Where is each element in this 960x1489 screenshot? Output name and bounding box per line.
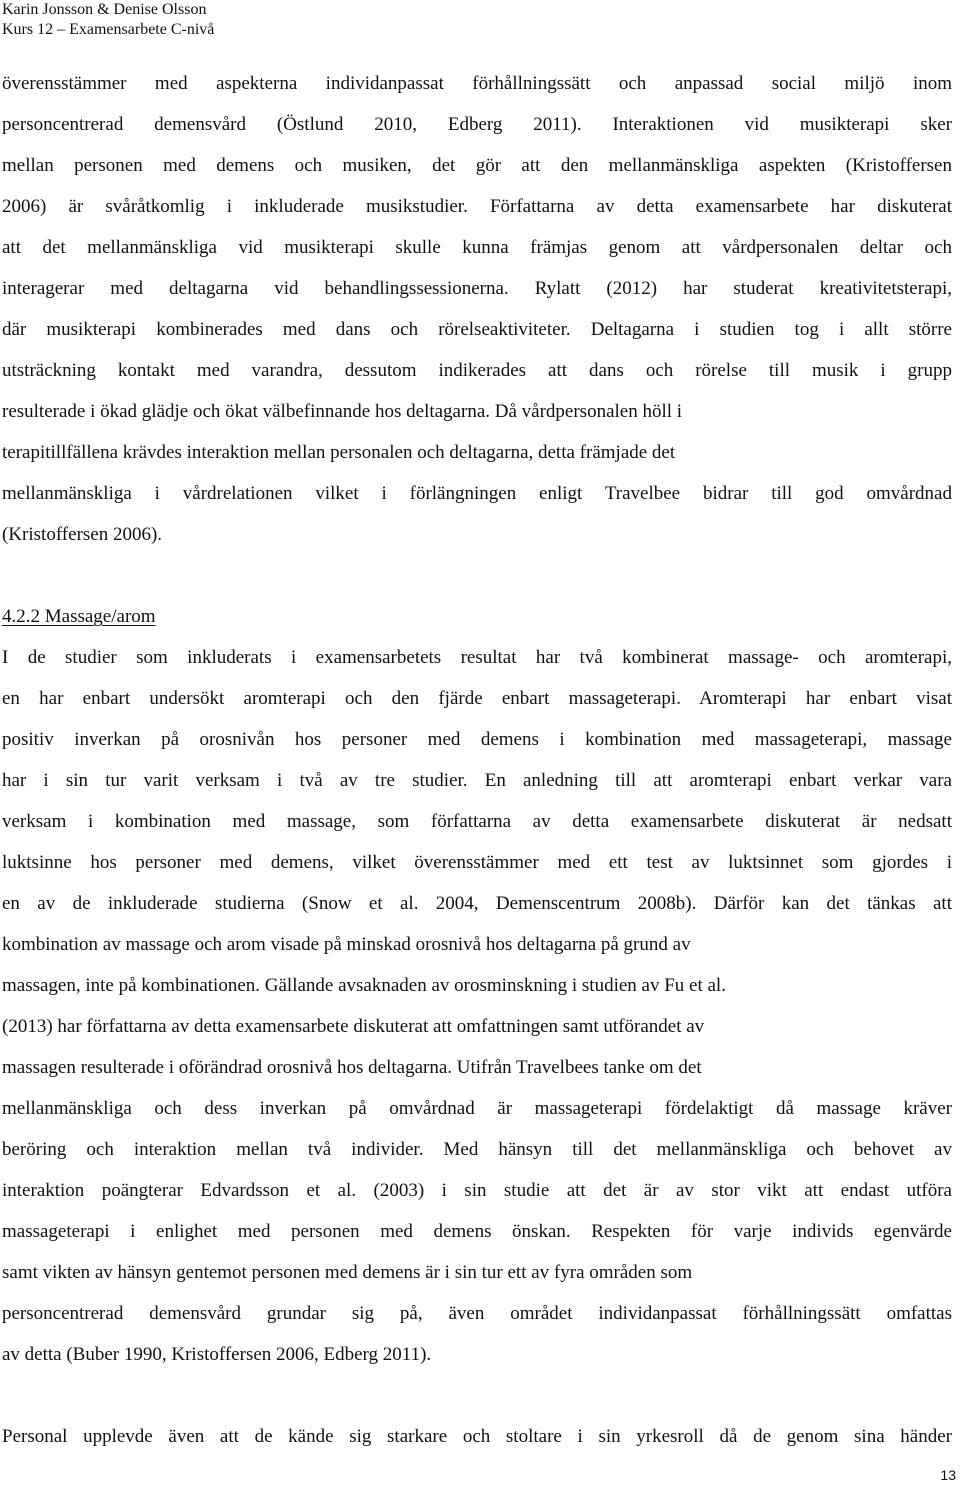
paragraph-line: personcentrerad demensvård grundar sig på, även området individanpassat förhållningssätt omfattas (2, 1303, 952, 1324)
paragraph-line: kombination av massage och arom visade på minskad orosnivå hos deltagarna på grund av (2, 934, 691, 955)
paragraph-line: har i sin tur varit verksam i två av tre studier. En anledning till att aromterapi enbart verkar vara (2, 770, 952, 791)
paragraph-line: mellanmänskliga i vårdrelationen vilket i förlängningen enligt Travelbee bidrar till god omvårdnad (2, 483, 952, 504)
paragraph-line: massagen, inte på kombinationen. Gällande avsaknaden av orosminskning i studien av Fu et al. (2, 975, 726, 996)
paragraph-line: resulterade i ökad glädje och ökat välbefinnande hos deltagarna. Då vårdpersonalen höll i (2, 401, 683, 422)
paragraph-line: terapitillfällena krävdes interaktion mellan personalen och deltagarna, detta främjade det (2, 442, 676, 463)
paragraph-line: (2013) har författarna av detta examensarbete diskuterat att omfattningen samt utförandet av (2, 1016, 705, 1037)
paragraph-line: mellanmänskliga och dess inverkan på omvårdnad är massageterapi fördelaktigt då massage kräver (2, 1098, 952, 1119)
paragraph-line: samt vikten av hänsyn gentemot personen med demens är i sin tur ett av fyra områden som (2, 1262, 693, 1283)
section-heading-line (2, 596, 952, 637)
paragraph-line: där musikterapi kombinerades med dans och rörelseaktiviteter. Deltagarna i studien tog i allt större (2, 319, 952, 340)
paragraph-line: interaktion poängterar Edvardsson et al. (2003) i sin studie att det är av stor vikt att endast utföra (2, 1180, 952, 1201)
header-course: Kurs 12 – Examensarbete C-nivå (2, 21, 215, 38)
paragraph-line: en har enbart undersökt aromterapi och den fjärde enbart massageterapi. Aromterapi har enbart visat (2, 688, 952, 709)
paragraph-spacer (2, 1375, 952, 1416)
paragraph-line: verksam i kombination med massage, som författarna av detta examensarbete diskuterat är nedsatt (2, 811, 952, 832)
paragraph (2, 63, 952, 555)
document-body (2, 63, 952, 1457)
paragraph-line: personcentrerad demensvård (Östlund 2010, Edberg 2011). Interaktionen vid musikterapi sker (2, 114, 952, 135)
paragraph-line: (Kristoffersen 2006). (2, 524, 163, 545)
paragraph-line: luktsinne hos personer med demens, vilket överensstämmer med ett test av luktsinnet som gjordes i (2, 852, 952, 873)
header-authors: Karin Jonsson & Denise Olsson (2, 1, 207, 18)
paragraph (2, 1416, 952, 1457)
paragraph-line: av detta (Buber 1990, Kristoffersen 2006, Edberg 2011). (2, 1344, 432, 1365)
paragraph-line: massageterapi i enlighet med personen med demens önskan. Respekten för varje individs egenvärde (2, 1221, 952, 1242)
paragraph-line: att det mellanmänskliga vid musikterapi skulle kunna främjas genom att vårdpersonalen deltar och (2, 237, 952, 258)
section (2, 596, 952, 1375)
paragraph-line: interagerar med deltagarna vid behandlingssessionerna. Rylatt (2012) har studerat kreativitetsterapi, (2, 278, 952, 299)
paragraph-line: en av de inkluderade studierna (Snow et al. 2004, Demenscentrum 2008b). Därför kan det tänkas att (2, 893, 952, 914)
paragraph-line: Personal upplevde även att de kände sig starkare och stoltare i sin yrkesroll då de genom sina händer (2, 1426, 952, 1447)
paragraph-line: I de studier som inkluderats i examensarbetets resultat har två kombinerat massage- och aromterapi, (2, 647, 952, 668)
paragraph-line: massagen resulterade i oförändrad orosnivå hos deltagarna. Utifrån Travelbees tanke om det (2, 1057, 702, 1078)
page-number: 13 (940, 1467, 956, 1483)
paragraph-line: positiv inverkan på orosnivån hos personer med demens i kombination med massageterapi, massage (2, 729, 952, 750)
paragraph-spacer (2, 555, 952, 596)
page-header (2, 0, 214, 40)
paragraph-line: mellan personen med demens och musiken, det gör att den mellanmänskliga aspekten (Kristoffersen (2, 155, 952, 176)
paragraph-line: beröring och interaktion mellan två individer. Med hänsyn till det mellanmänskliga och behovet av (2, 1139, 952, 1160)
paragraph-line: utsträckning kontakt med varandra, dessutom indikerades att dans och rörelse till musik i grupp (2, 360, 952, 381)
paragraph-line: 2006) är svåråtkomlig i inkluderade musikstudier. Författarna av detta examensarbete har diskuterat (2, 196, 952, 217)
section-heading: 4.2.2 Massage/arom (2, 606, 156, 627)
paragraph-line: överensstämmer med aspekterna individanpassat förhållningssätt och anpassad social miljö inom (2, 73, 952, 94)
